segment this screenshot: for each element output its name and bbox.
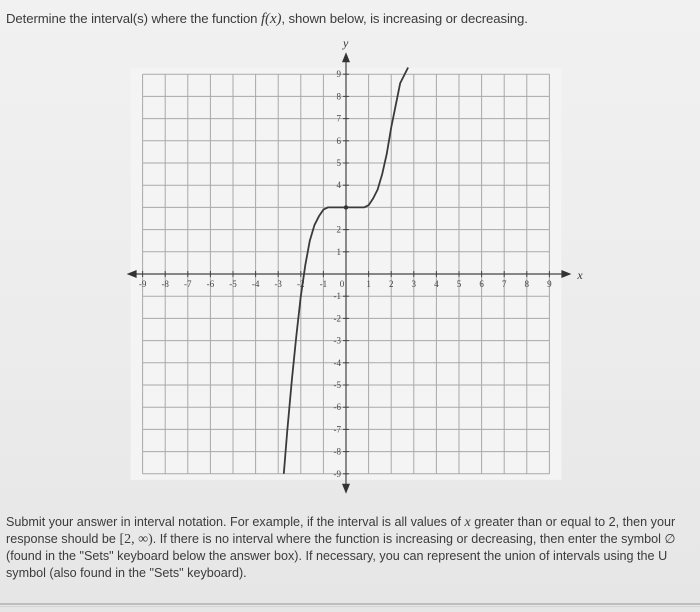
y-tick-label: -3 bbox=[333, 335, 341, 346]
x-tick-label: 6 bbox=[479, 279, 484, 289]
instructions-part-1: Submit your answer in interval notation. For example, if the interval is all values of bbox=[6, 515, 465, 529]
curve-point bbox=[344, 205, 348, 209]
x-tick-label: 7 bbox=[501, 279, 507, 289]
x-tick-label: 3 bbox=[411, 279, 417, 289]
y-tick-label: 7 bbox=[336, 113, 341, 124]
instructions bbox=[6, 514, 694, 582]
x-tick-label: -6 bbox=[206, 279, 215, 289]
x-tick-label: 9 bbox=[547, 279, 552, 289]
x-tick-label: -8 bbox=[161, 279, 169, 289]
y-tick-label: 9 bbox=[336, 69, 341, 80]
question-text bbox=[6, 11, 528, 28]
x-tick-label: 0 bbox=[339, 279, 345, 289]
x-tick-label: -1 bbox=[319, 279, 328, 289]
x-axis-label: x bbox=[577, 268, 583, 282]
instructions-variable: x bbox=[464, 515, 471, 530]
y-tick-label: -5 bbox=[333, 380, 341, 390]
y-tick-label: -2 bbox=[333, 313, 341, 324]
y-axis-arrow-up bbox=[342, 52, 350, 62]
x-tick-label: 8 bbox=[524, 279, 530, 289]
y-tick-label: 8 bbox=[336, 91, 341, 102]
function-expression: f(x) bbox=[260, 11, 282, 27]
y-tick-label: -4 bbox=[333, 357, 341, 368]
instructions-number: 2 bbox=[608, 515, 616, 529]
x-tick-label: -4 bbox=[251, 279, 260, 289]
y-tick-label: -8 bbox=[333, 446, 341, 457]
union-symbol: U bbox=[658, 549, 668, 563]
instructions-part-5: (found in the "Sets" keyboard below the answer box). If necessary, you can represent the union of intervals using the bbox=[6, 549, 659, 563]
y-tick-label: 4 bbox=[336, 180, 341, 191]
question-suffix: , shown below, is increasing or decreasing. bbox=[281, 11, 528, 26]
instructions-part-3: , then your response should be bbox=[6, 515, 676, 546]
y-tick-label: -9 bbox=[333, 468, 341, 479]
y-tick-label: 2 bbox=[336, 224, 341, 235]
x-tick-label: -3 bbox=[274, 279, 282, 289]
y-tick-label: -1 bbox=[333, 291, 341, 302]
question-prefix: Determine the interval(s) where the function bbox=[6, 11, 261, 26]
y-tick-label: -6 bbox=[333, 402, 341, 413]
x-tick-label: -2 bbox=[297, 279, 305, 289]
x-tick-label: 1 bbox=[366, 279, 371, 289]
x-tick-label: 5 bbox=[456, 279, 462, 289]
y-axis-arrow-down bbox=[342, 484, 350, 494]
y-tick-label: 1 bbox=[336, 246, 341, 257]
x-tick-label: -7 bbox=[184, 279, 192, 289]
x-axis-arrow-right bbox=[561, 270, 571, 278]
empty-set-symbol: ∅ bbox=[664, 532, 676, 546]
x-tick-label: 2 bbox=[388, 279, 394, 289]
bottom-divider-shadow bbox=[0, 606, 700, 607]
y-tick-label: 5 bbox=[336, 158, 341, 168]
instructions-part-6: symbol (also found in the "Sets" keyboard). bbox=[6, 566, 247, 580]
graph-svg bbox=[120, 38, 590, 498]
instructions-part-2: greater than or equal to bbox=[470, 515, 609, 529]
y-tick-label: -7 bbox=[333, 424, 341, 435]
function-graph bbox=[120, 38, 590, 498]
y-tick-label: 6 bbox=[336, 135, 341, 146]
x-tick-label: -5 bbox=[229, 279, 237, 289]
bottom-divider bbox=[0, 603, 700, 605]
y-axis-label: y bbox=[343, 38, 349, 51]
example-interval: [2, ∞) bbox=[119, 532, 153, 547]
x-tick-label: -9 bbox=[138, 279, 147, 289]
x-tick-label: 4 bbox=[434, 279, 439, 289]
instructions-part-4: . If there is no interval where the function is increasing or decreasing, then enter the symbol bbox=[152, 532, 665, 546]
